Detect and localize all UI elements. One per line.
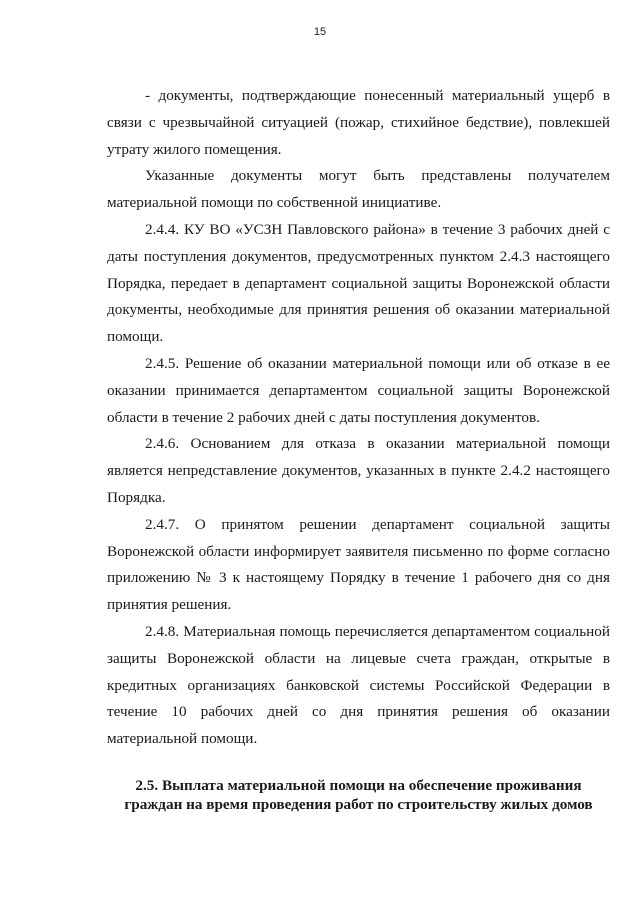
paragraph-2-4-7: 2.4.7. О принятом решении департамент социальной защиты Воронежской области информирует заявителя письменно по форме согласно приложению № 3 к настоящему Порядку в течение 1 рабочего дня со дня принятия решения. (107, 515, 610, 614)
section-heading-line-1: 2.5. Выплата материальной помощи на обеспечение проживания (135, 776, 582, 794)
section-heading-2-5 (107, 776, 610, 814)
paragraph-2-4-5: 2.4.5. Решение об оказании материальной помощи или об отказе в ее оказании принимается департаментом социальной защиты Воронежской области в течение 2 рабочих дней с даты поступления документов. (107, 354, 610, 426)
paragraph-2-4-6: 2.4.6. Основанием для отказа в оказании материальной помощи является непредставление документов, указанных в пункте 2.4.2 настоящего Порядка. (107, 435, 610, 506)
page-number: 15 (313, 26, 327, 38)
paragraph-2-4-4: 2.4.4. КУ ВО «УСЗН Павловского района» в течение 3 рабочих дней с даты поступления документов, предусмотренных пунктом 2.4.3 настоящего Порядка, передает в департамент социальной защиты Воронежской области документы, необходимые для принятия решения об оказании материальной помощи. (107, 220, 610, 346)
section-heading-line-2: граждан на время проведения работ по строительству жилых домов (124, 795, 593, 813)
document-body (107, 83, 610, 814)
paragraph-own-initiative: Указанные документы могут быть представлены получателем материальной помощи по собственной инициативе. (107, 167, 610, 212)
paragraph-2-4-8: 2.4.8. Материальная помощь перечисляется департаментом социальной защиты Воронежской области на лицевые счета граждан, открытые в кредитных организациях банковской системы Российской Федерации в течение 10 рабочих дней со дня принятия решения об оказании материальной помощи. (107, 622, 610, 748)
paragraph-documents-damage: - документы, подтверждающие понесенный материальный ущерб в связи с чрезвычайной ситуацией (пожар, стихийное бедствие), повлекшей утрату жилого помещения. (107, 87, 610, 158)
